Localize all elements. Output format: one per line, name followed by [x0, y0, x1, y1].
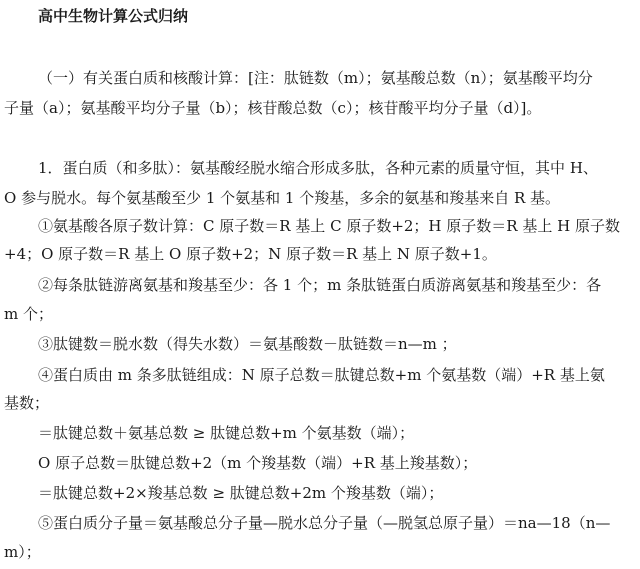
- item-4-line-1: ④蛋白质由 m 条多肽链组成：N 原子总数＝肽键总数+m 个氨基数（端）+R 基上氨: [38, 366, 605, 384]
- intro-line-1: （一）有关蛋白质和核酸计算：[注：肽链数（m）；氨基酸总数（n）；氨基酸平均分: [38, 69, 593, 87]
- item-5-line-2: m）；: [4, 543, 41, 561]
- formula-line-3: ＝肽键总数+2×羧基总数 ≥ 肽键总数+2m 个羧基数（端）；: [38, 484, 444, 502]
- item-4-line-2: 基数；: [4, 394, 50, 412]
- protein-heading-line-1: 1．蛋白质（和多肽）：氨基酸经脱水缩合形成多肽，各种元素的质量守恒，其中 H、: [38, 159, 598, 177]
- protein-heading-line-2: O 参与脱水。每个氨基酸至少 1 个氨基和 1 个羧基，多余的氨基和羧基来自 R 基。: [4, 189, 561, 207]
- item-2-line-2: m 个；: [4, 305, 53, 323]
- intro-line-2: 子量（a）；氨基酸平均分子量（b）；核苷酸总数（c）；核苷酸平均分子量（d）]。: [4, 99, 542, 117]
- item-5-line-1: ⑤蛋白质分子量＝氨基酸总分子量—脱水总分子量（—脱氢总原子量）＝na—18（n—: [38, 514, 611, 532]
- formula-line-2: O 原子总数＝肽键总数+2（m 个羧基数（端）+R 基上羧基数）；: [38, 454, 478, 472]
- formula-line-1: ＝肽键总数＋氨基总数 ≥ 肽键总数+m 个氨基数（端）；: [38, 424, 415, 442]
- document-title: 高中生物计算公式归纳: [38, 7, 189, 25]
- item-2-line-1: ②每条肽链游离氨基和羧基至少：各 1 个；m 条肽链蛋白质游离氨基和羧基至少：各: [38, 276, 602, 294]
- item-3-line: ③肽键数＝脱水数（得失水数）＝氨基酸数－肽链数＝n—m ；: [38, 335, 457, 353]
- item-1-line-1: ①氨基酸各原子数计算：C 原子数＝R 基上 C 原子数+2；H 原子数＝R 基上 H 原子数: [38, 217, 620, 235]
- item-1-line-2: +4；O 原子数＝R 基上 O 原子数+2；N 原子数＝R 基上 N 原子数+1。: [4, 245, 497, 263]
